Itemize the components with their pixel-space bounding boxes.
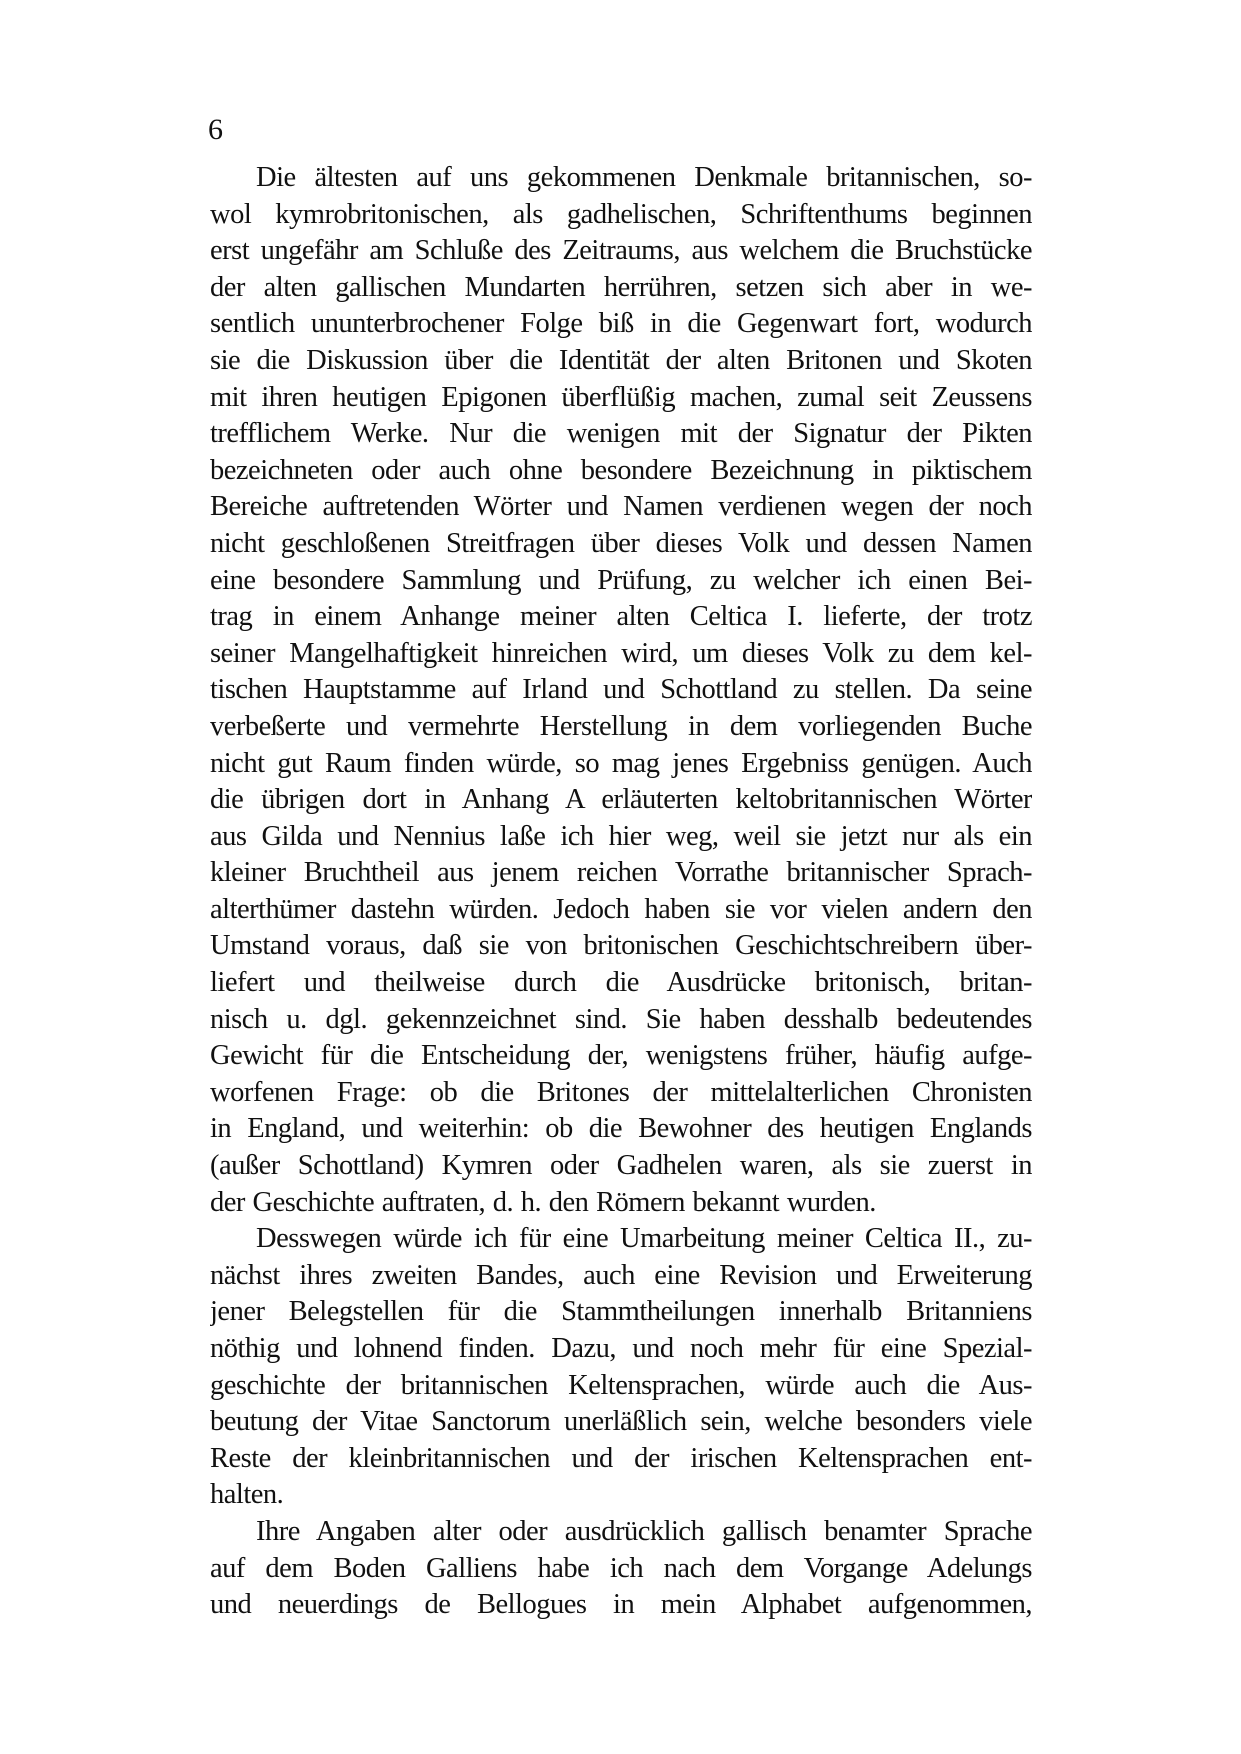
text-line: nisch u. dgl. gekennzeichnet sind. Sie haben desshalb bedeutendes	[210, 1003, 1032, 1035]
text-line: beutung der Vitae Sanctorum unerläßlich sein, welche besonders viele	[210, 1406, 1032, 1438]
text-line: die übrigen dort in Anhang A erläuterten keltobritannischen Wörter	[210, 784, 1032, 816]
text-line: auf dem Boden Galliens habe ich nach dem Vorgange Adelungs	[210, 1552, 1032, 1584]
text-line: Umstand voraus, daß sie von britonischen Geschichtschreibern über-	[210, 930, 1032, 962]
text-line: eine besondere Sammlung und Prüfung, zu welcher ich einen Bei-	[210, 564, 1032, 596]
text-line: (außer Schottland) Kymren oder Gadhelen waren, als sie zuerst in	[210, 1150, 1032, 1182]
text-line: nächst ihres zweiten Bandes, auch eine Revision und Erweiterung	[210, 1259, 1032, 1291]
text-line: tischen Hauptstamme auf Irland und Schottland zu stellen. Da seine	[210, 674, 1032, 706]
text-line: nöthig und lohnend finden. Dazu, und noch mehr für eine Spezial-	[210, 1333, 1032, 1364]
text-line: seiner Mangelhaftigkeit hinreichen wird, um dieses Volk zu dem kel-	[210, 637, 1032, 669]
text-line: erst ungefähr am Schluße des Zeitraums, aus welchem die Bruchstücke	[210, 235, 1032, 267]
text-line: jener Belegstellen für die Stammtheilungen innerhalb Britanniens	[210, 1296, 1032, 1328]
text-line: Ihre Angaben alter oder ausdrücklich gallisch benamter Sprache	[256, 1515, 1032, 1547]
text-line: Reste der kleinbritannischen und der irischen Keltensprachen ent-	[210, 1442, 1032, 1474]
text-line: trag in einem Anhange meiner alten Celtica I. lieferte, der trotz	[210, 601, 1032, 633]
text-line: halten.	[210, 1479, 284, 1511]
text-line: sie die Diskussion über die Identität der alten Britonen und Skoten	[210, 344, 1032, 376]
text-line: der Geschichte auftraten, d. h. den Römern bekannt wurden.	[210, 1186, 876, 1218]
text-line: Gewicht für die Entscheidung der, wenigstens früher, häufig aufge-	[210, 1040, 1032, 1072]
text-line: geschichte der britannischen Keltensprachen, würde auch die Aus-	[210, 1369, 1032, 1401]
text-line: in England, und weiterhin: ob die Bewohner des heutigen Englands	[210, 1113, 1032, 1145]
page-number: 6	[208, 113, 223, 146]
text-line: verbeßerte und vermehrte Herstellung in dem vorliegenden Buche	[210, 710, 1032, 742]
text-line: Die ältesten auf uns gekommenen Denkmale britannischen, so-	[256, 162, 1032, 193]
paragraph	[210, 160, 1032, 1221]
text-line: nicht gut Raum finden würde, so mag jenes Ergebniss genügen. Auch	[210, 747, 1032, 779]
text-line: aus Gilda und Nennius laße ich hier weg, weil sie jetzt nur als ein	[210, 820, 1032, 852]
text-line: kleiner Bruchtheil aus jenem reichen Vorrathe britannischer Sprach-	[210, 857, 1032, 889]
text-line: liefert und theilweise durch die Ausdrücke britonisch, britan-	[210, 967, 1032, 999]
text-line: sentlich ununterbrochener Folge biß in die Gegenwart fort, wodurch	[210, 308, 1032, 340]
paragraph	[210, 1221, 1032, 1514]
text-line: der alten gallischen Mundarten herrühren, setzen sich aber in we-	[210, 271, 1032, 303]
body-text	[210, 160, 1032, 1624]
text-line: trefflichem Werke. Nur die wenigen mit der Signatur der Pikten	[210, 418, 1032, 450]
text-line: alterthümer dastehn würden. Jedoch haben sie vor vielen andern den	[210, 893, 1032, 925]
text-line: und neuerdings de Bellogues in mein Alphabet aufgenommen,	[210, 1589, 1032, 1621]
text-line: Desswegen würde ich für eine Umarbeitung meiner Celtica II., zu-	[256, 1223, 1032, 1255]
text-line: mit ihren heutigen Epigonen überflüßig machen, zumal seit Zeussens	[210, 381, 1032, 413]
text-line: wol kymrobritonischen, als gadhelischen, Schriftenthums beginnen	[210, 198, 1032, 230]
text-line: bezeichneten oder auch ohne besondere Bezeichnung in piktischem	[210, 454, 1032, 486]
text-line: nicht geschloßenen Streitfragen über dieses Volk und dessen Namen	[210, 527, 1032, 559]
text-line: Bereiche auftretenden Wörter und Namen verdienen wegen der noch	[210, 491, 1032, 523]
text-line: worfenen Frage: ob die Britones der mittelalterlichen Chronisten	[210, 1076, 1032, 1108]
paragraph	[210, 1514, 1032, 1624]
